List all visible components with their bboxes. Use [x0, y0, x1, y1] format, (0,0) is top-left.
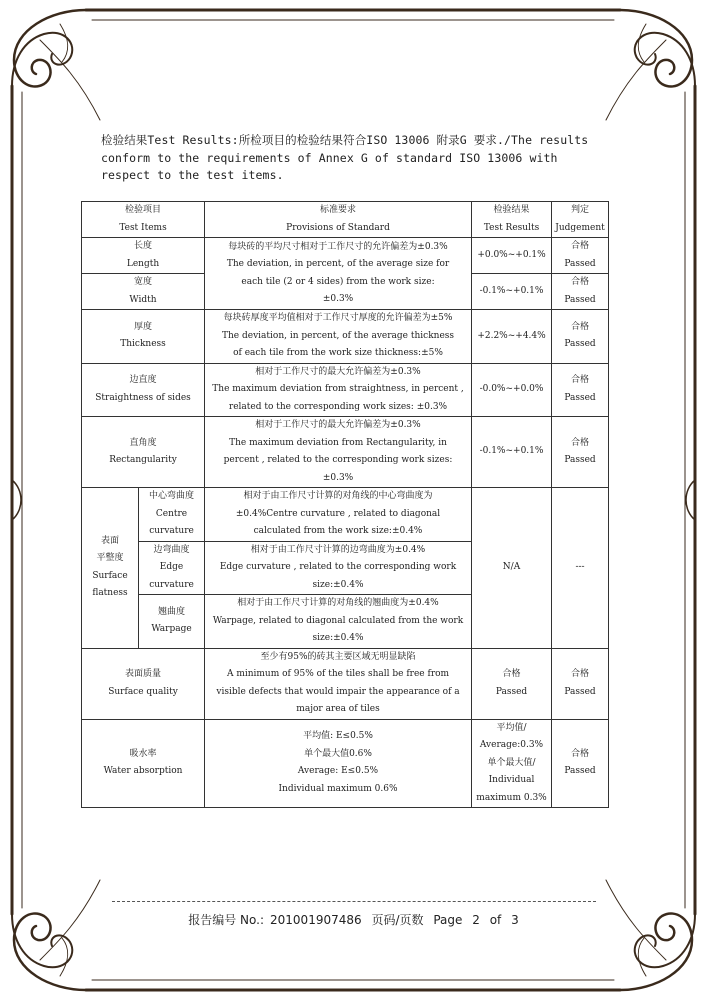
judgement-straightness: 合格 Passed — [552, 363, 609, 417]
standard-centre-curvature: 相对于由工作尺寸计算的对角线的中心弯曲度为 ±0.4%Centre curvature , related to diagonal calculated from the work size:±0.4% — [205, 488, 472, 542]
standard-surface-quality: 至少有95%的砖其主要区域无明显缺陷 A minimum of 95% of the tiles shall be free from visible defects that would impair the appearance of a major area of tiles — [205, 648, 472, 719]
table-row — [82, 488, 609, 542]
result-rectangularity: -0.1%~+0.1% — [472, 417, 552, 488]
report-number: 201001907486 — [270, 913, 362, 927]
item-edge-curvature: 边弯曲度 Edge curvature — [139, 541, 205, 595]
item-water-absorption: 吸水率 Water absorption — [82, 719, 205, 808]
standard-warpage: 相对于由工作尺寸计算的对角线的翘曲度为±0.4% Warpage, related to diagonal calculated from the work size:±0.4% — [205, 595, 472, 649]
results-statement: 检验结果Test Results:所检项目的检验结果符合ISO 13006 附录G 要求./The results conform to the requirements of Annex G of standard ISO 13006 with respect to the test items. — [101, 133, 589, 182]
judgement-thickness: 合格 Passed — [552, 310, 609, 364]
of-word: of — [489, 913, 502, 927]
standard-water-absorption: 平均值: E≤0.5% 单个最大值0.6% Average: E≤0.5% Individual maximum 0.6% — [205, 719, 472, 808]
table-row — [82, 310, 609, 364]
result-surface-flatness: N/A — [472, 488, 552, 649]
result-width: -0.1%~+0.1% — [472, 274, 552, 310]
judgement-surface-flatness: --- — [552, 488, 609, 649]
table-row — [82, 363, 609, 417]
item-surface-quality: 表面质量 Surface quality — [82, 648, 205, 719]
standard-edge-curvature: 相对于由工作尺寸计算的边弯曲度为±0.4% Edge curvature , related to the corresponding work size:±0.4% — [205, 541, 472, 595]
report-number-label: 报告编号 No.: — [188, 913, 265, 927]
judgement-width: 合格 Passed — [552, 274, 609, 310]
standard-thickness: 每块砖厚度平均值相对于工作尺寸厚度的允许偏差为±5% The deviation, in percent, of the average thickness of each tile from the work size thickness:±5% — [205, 310, 472, 364]
table-row — [82, 719, 609, 808]
result-straightness: -0.0%~+0.0% — [472, 363, 552, 417]
table-row — [82, 648, 609, 719]
table-row — [82, 238, 609, 274]
result-thickness: +2.2%~+4.4% — [472, 310, 552, 364]
item-warpage: 翘曲度 Warpage — [139, 595, 205, 649]
page-word: Page — [433, 913, 463, 927]
result-length: +0.0%~+0.1% — [472, 238, 552, 274]
standard-length-width: 每块砖的平均尺寸相对于工作尺寸的允许偏差为±0.3% The deviation, in percent, of the average size for each tile (2 or 4 sides) from the work size: ±0.3% — [205, 238, 472, 310]
footer-divider — [112, 901, 596, 902]
judgement-rectangularity: 合格 Passed — [552, 417, 609, 488]
table-header-row — [82, 202, 609, 238]
standard-rectangularity: 相对于工作尺寸的最大允许偏差为±0.3% The maximum deviation from Rectangularity, in percent , related to the corresponding work sizes: ±0.3% — [205, 417, 472, 488]
item-thickness: 厚度 Thickness — [82, 310, 205, 364]
item-width: 宽度 Width — [82, 274, 205, 310]
header-test-results: 检验结果 Test Results — [472, 202, 552, 238]
page-current: 2 — [472, 913, 480, 927]
table-row — [82, 417, 609, 488]
result-water-absorption: 平均值/ Average:0.3% 单个最大值/ Individual maximum 0.3% — [472, 719, 552, 808]
page-total: 3 — [511, 913, 519, 927]
report-footer — [0, 911, 707, 928]
result-surface-quality: 合格 Passed — [472, 648, 552, 719]
item-rectangularity: 直角度 Rectangularity — [82, 417, 205, 488]
judgement-surface-quality: 合格 Passed — [552, 648, 609, 719]
standard-straightness: 相对于工作尺寸的最大允许偏差为±0.3% The maximum deviation from straightness, in percent , related to the corresponding work sizes: ±0.3% — [205, 363, 472, 417]
test-results-table — [81, 201, 609, 808]
header-test-items: 检验项目 Test Items — [82, 202, 205, 238]
item-surface-flatness: 表面 平整度 Surface flatness — [82, 488, 139, 649]
item-centre-curvature: 中心弯曲度 Centre curvature — [139, 488, 205, 542]
judgement-water-absorption: 合格 Passed — [552, 719, 609, 808]
header-judgement: 判定 Judgement — [552, 202, 609, 238]
header-provisions: 标准要求 Provisions of Standard — [205, 202, 472, 238]
page-label: 页码/页数 — [371, 913, 424, 927]
item-length: 长度 Length — [82, 238, 205, 274]
judgement-length: 合格 Passed — [552, 238, 609, 274]
item-straightness: 边直度 Straightness of sides — [82, 363, 205, 417]
